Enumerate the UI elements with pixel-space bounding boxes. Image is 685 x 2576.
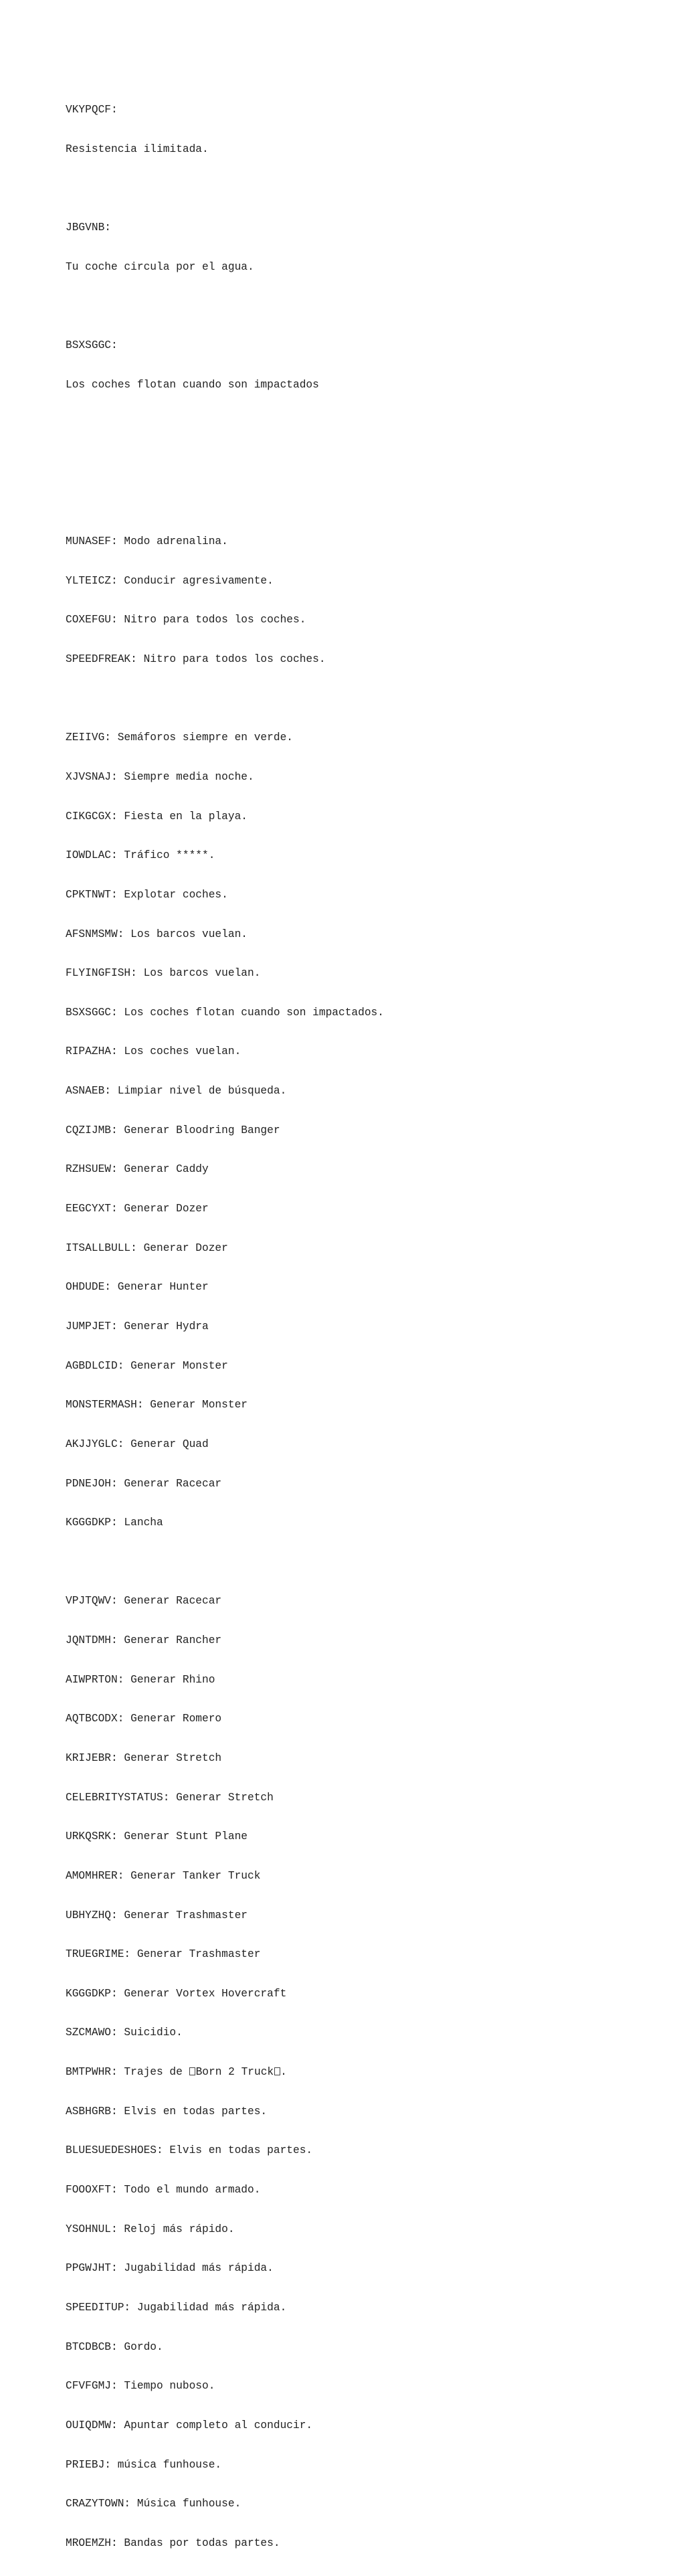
text-line: ASBHGRB: Elvis en todas partes. [66, 2105, 268, 2118]
text-line: Los coches flotan cuando son impactados [66, 378, 319, 391]
text-line: AKJJYGLC: Generar Quad [66, 1438, 209, 1450]
text-line: CELEBRITYSTATUS: Generar Stretch [66, 1791, 274, 1804]
text-line: OUIQDMW: Apuntar completo al conducir. [66, 2419, 313, 2431]
text-line: TRUEGRIME: Generar Trashmaster [66, 1948, 261, 1961]
text-line: FLYINGFISH: Los barcos vuelan. [66, 967, 261, 980]
text-line: Resistencia ilimitada. [66, 143, 209, 155]
missing-glyph-icon [189, 2067, 195, 2075]
text-line: MUNASEF: Modo adrenalina. [66, 535, 228, 548]
text-line: PPGWJHT: Jugabilidad más rápida. [66, 2262, 274, 2275]
blank-line [66, 693, 668, 706]
text-line: ZEIIVG: Semáforos siempre en verde. [66, 732, 293, 744]
blank-line [66, 457, 668, 470]
text-line: JQNTDMH: Generar Rancher [66, 1634, 222, 1647]
blank-line [66, 1556, 668, 1569]
text-line-bmtpwhr [66, 2066, 668, 2079]
text-line: JUMPJET: Generar Hydra [66, 1320, 209, 1333]
text-line: JBGVNB: [66, 222, 111, 234]
text-line: VKYPQCF: [66, 104, 118, 116]
text-line: RZHSUEW: Generar Caddy [66, 1163, 209, 1176]
text-line: XJVSNAJ: Siempre media noche. [66, 770, 254, 783]
text-line: MONSTERMASH: Generar Monster [66, 1399, 248, 1411]
text-line: PRIEBJ: música funhouse. [66, 2458, 222, 2471]
text-line: BTCDBCB: Gordo. [66, 2340, 163, 2353]
text-line: CIKGCGX: Fiesta en la playa. [66, 810, 248, 823]
text-line: RIPAZHA: Los coches vuelan. [66, 1045, 241, 1058]
text-line: KRIJEBR: Generar Stretch [66, 1752, 222, 1764]
text-line: FOOOXFT: Todo el mundo armado. [66, 2184, 261, 2197]
text-line: SPEEDITUP: Jugabilidad más rápida. [66, 2301, 287, 2314]
text-line: BSXSGGC: [66, 339, 118, 351]
text-line: IOWDLAC: Tráfico *****. [66, 849, 215, 862]
text-line: AGBDLCID: Generar Monster [66, 1359, 228, 1372]
text-line: AIWPRTON: Generar Rhino [66, 1673, 215, 1686]
text-line: BSXSGGC: Los coches flotan cuando son impactados. [66, 1006, 384, 1019]
text-line: CQZIJMB: Generar Bloodring Banger [66, 1124, 280, 1136]
blank-line [66, 418, 668, 431]
text-line: CPKTNWT: Explotar coches. [66, 888, 228, 901]
text-line: ITSALLBULL: Generar Dozer [66, 1241, 228, 1254]
text-line: COXEFGU: Nitro para todos los coches. [66, 614, 306, 626]
text-line-start: BMTPWHR: Trajes de [66, 2066, 189, 2079]
text-line: AFSNMSMW: Los barcos vuelan. [66, 928, 248, 940]
missing-glyph-icon [274, 2067, 280, 2075]
text-line: YLTEICZ: Conducir agresivamente. [66, 574, 274, 587]
text-line: EEGCYXT: Generar Dozer [66, 1203, 209, 1215]
text-line: CRAZYTOWN: Música funhouse. [66, 2498, 241, 2510]
blank-line [66, 300, 668, 313]
text-line: VPJTQWV: Generar Racecar [66, 1595, 222, 1608]
text-line: OHDUDE: Generar Hunter [66, 1281, 209, 1294]
text-line: SPEEDFREAK: Nitro para todos los coches. [66, 653, 326, 666]
text-line: Tu coche circula por el agua. [66, 260, 254, 273]
text-line: BLUESUEDESHOES: Elvis en todas partes. [66, 2144, 313, 2157]
text-line-end: . [280, 2066, 287, 2079]
text-line: KGGGDKP: Lancha [66, 1517, 163, 1529]
cheat-code-list [66, 78, 668, 2576]
text-line: KGGGDKP: Generar Vortex Hovercraft [66, 1987, 287, 2000]
blank-line [66, 497, 668, 510]
text-line: URKQSRK: Generar Stunt Plane [66, 1830, 248, 1843]
text-line: PDNEJOH: Generar Racecar [66, 1477, 222, 1490]
blank-line [66, 182, 668, 195]
text-line: SZCMAWO: Suicidio. [66, 2027, 183, 2039]
text-line: AQTBCODX: Generar Romero [66, 1713, 222, 1725]
text-line-middle: Born 2 Truck [195, 2066, 274, 2079]
text-line: MROEMZH: Bandas por todas partes. [66, 2537, 280, 2549]
text-line: CFVFGMJ: Tiempo nuboso. [66, 2380, 215, 2393]
text-line: ASNAEB: Limpiar nivel de búsqueda. [66, 1085, 287, 1098]
text-line: AMOMHRER: Generar Tanker Truck [66, 1869, 261, 1882]
text-line: UBHYZHQ: Generar Trashmaster [66, 1909, 248, 1921]
text-line: YSOHNUL: Reloj más rápido. [66, 2223, 235, 2235]
